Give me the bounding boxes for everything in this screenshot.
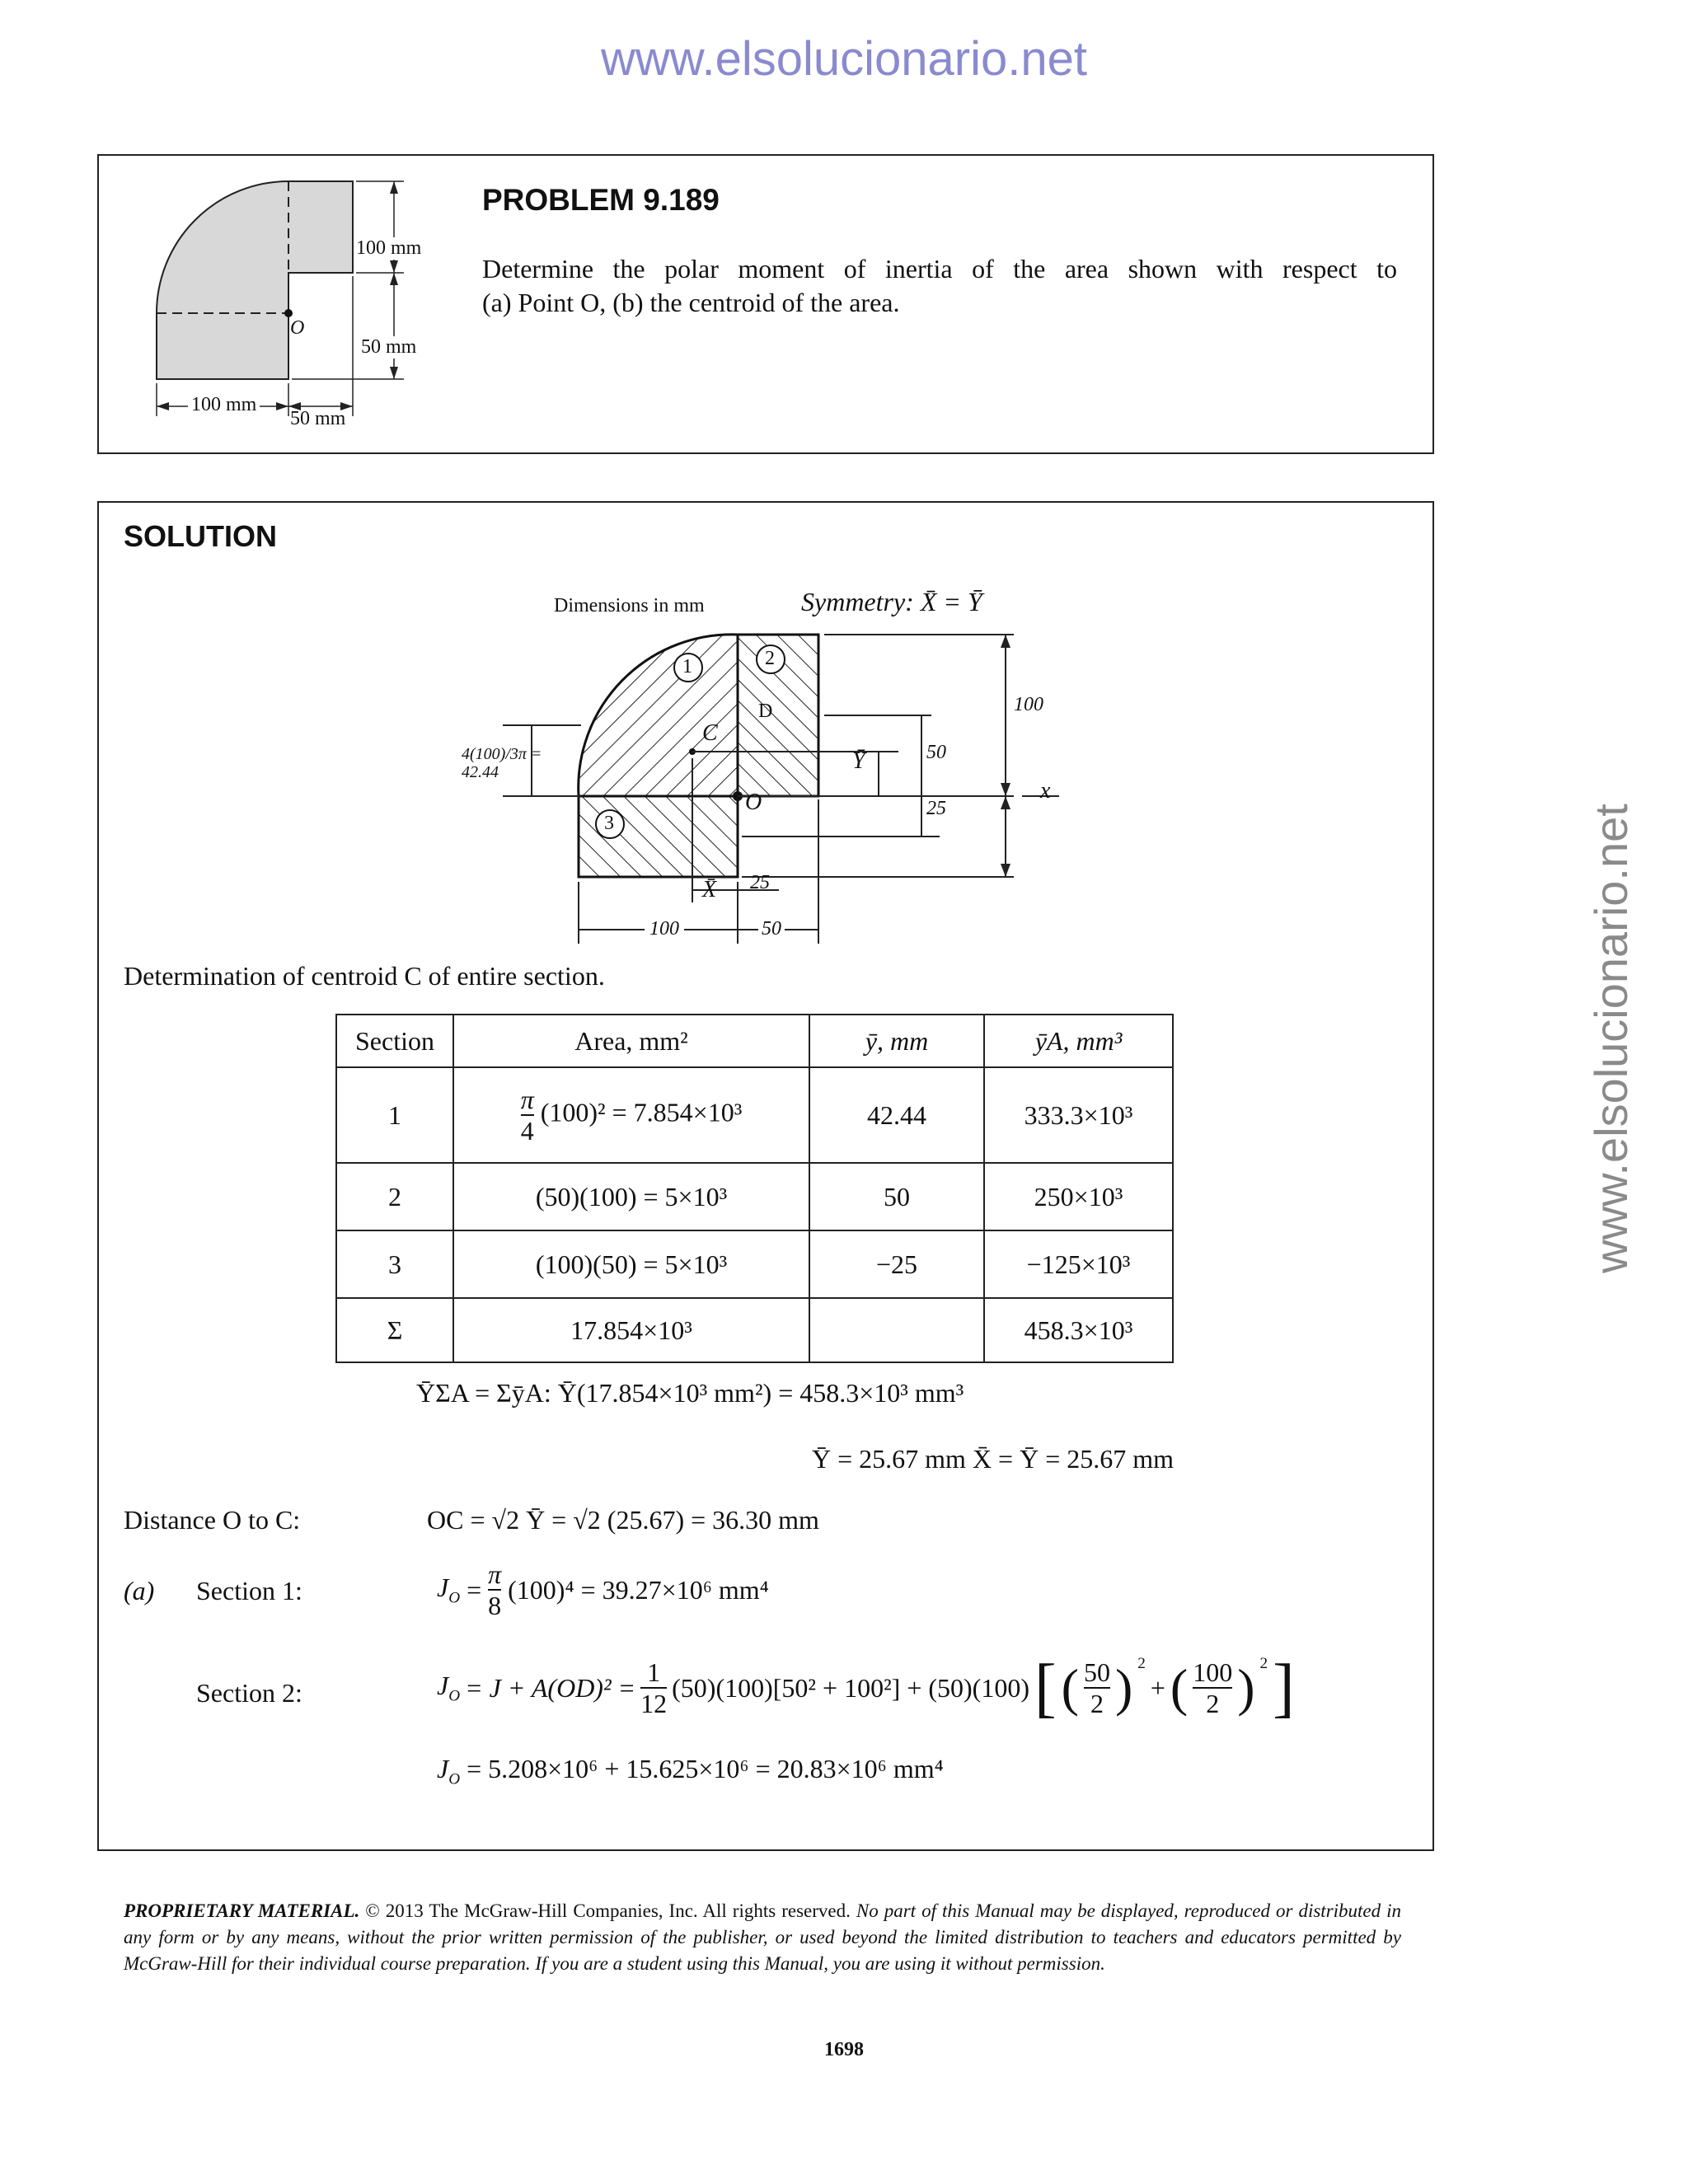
table-cell-area-text: (100)² = 7.854×10³ — [540, 1097, 743, 1127]
equation-section2-result-text: = 5.208×10⁶ + 15.625×10⁶ = 20.83×10⁶ mm⁴ — [467, 1754, 944, 1783]
sketch-label-section-2: 2 — [765, 648, 775, 669]
sketch-label-section-3: 3 — [604, 813, 614, 834]
table-cell-ya: 333.3×10³ — [984, 1067, 1173, 1163]
table-header-row — [336, 1015, 1173, 1067]
sketch-label-100: 100 — [1014, 694, 1043, 715]
j-o-symbol: $J_O$ — [437, 1754, 461, 1788]
footer-bold-label: PROPRIETARY MATERIAL. — [124, 1900, 360, 1921]
page-number: 1698 — [824, 2039, 864, 2060]
sketch-label-o: O — [745, 790, 762, 815]
table-row — [336, 1230, 1173, 1298]
table-cell-ybar — [809, 1298, 984, 1362]
fraction-numerator: π — [520, 1085, 534, 1114]
table-cell-area: (50)(100) = 5×10³ — [453, 1163, 809, 1230]
table-cell-ya: 250×10³ — [984, 1163, 1173, 1230]
dimensions-note: Dimensions in mm — [554, 595, 705, 616]
equation-section2-part-a: = J + A(OD)² = — [465, 1672, 636, 1703]
hundred-over-two-fraction — [1193, 1657, 1232, 1718]
distance-label: Distance O to C: — [124, 1505, 301, 1535]
figure-label-point-o: O — [290, 317, 305, 339]
plus-sign: + — [1150, 1672, 1165, 1703]
sketch-label-ybar: Ȳ — [852, 748, 865, 774]
figure-label-100mm-right: 100 mm — [356, 237, 422, 259]
figure-label-50mm-bottom: 50 mm — [290, 408, 346, 429]
table-cell-section: 2 — [336, 1163, 453, 1230]
fraction-denominator: 8 — [488, 1591, 502, 1620]
sketch-label-d: D — [758, 701, 773, 722]
sketch-label-25: 25 — [926, 798, 946, 819]
problem-statement — [482, 252, 1397, 320]
table-cell-section: 1 — [336, 1067, 453, 1163]
equation-section2: $J_O$ = J + A(OD)² = $\frac{1}{12}$ (50)(100)[50² + 100²] + (50)(100) [ ( $\frac{50}{2}$ ) $^2$ + ( $\frac{100}{2}$ ) $^2$ ] — [437, 1652, 1295, 1724]
equation-section2-part-b: (50)(100)[50² + 100²] + (50)(100) — [672, 1672, 1029, 1703]
problem-statement-line1: Determine the polar moment of inertia of the area shown with respect to — [482, 254, 1397, 284]
problem-statement-line2: (a) Point O, (b) the centroid of the area. — [482, 288, 900, 317]
symmetry-note: Symmetry: X̄ = Ȳ — [801, 587, 982, 616]
bracket-close: ] — [1273, 1652, 1295, 1724]
figure-label-50mm-right: 50 mm — [361, 336, 417, 358]
table-cell-section: 3 — [336, 1230, 453, 1298]
paren-open: ( — [1170, 1658, 1189, 1717]
j-o-symbol: $J_O$ — [437, 1670, 461, 1705]
point-o-marker — [284, 309, 293, 317]
sketch-label-centroid-expr: 4(100)/3π = 42.44 — [462, 745, 542, 781]
solution-sketch — [445, 618, 1104, 948]
centroid-table — [335, 1014, 1174, 1363]
paren-close: ) — [1237, 1658, 1255, 1717]
solution-title: SOLUTION — [124, 519, 277, 553]
table-cell-ybar: 42.44 — [809, 1067, 984, 1163]
problem-title: PROBLEM 9.189 — [482, 183, 720, 217]
problem-figure — [140, 169, 453, 441]
section-1-quarter-circle — [579, 635, 738, 796]
section2-label: Section 2: — [196, 1678, 302, 1708]
fraction-numerator: 50 — [1083, 1657, 1110, 1687]
fraction-denominator: 12 — [640, 1689, 668, 1718]
table-cell-area: (100)(50) = 5×10³ — [453, 1230, 809, 1298]
table-cell-ybar: −25 — [809, 1230, 984, 1298]
table-cell-ya: 458.3×10³ — [984, 1298, 1173, 1362]
problem-shape — [157, 181, 353, 379]
paren-open: ( — [1061, 1658, 1079, 1717]
watermark-top: www.elsolucionario.net — [601, 32, 1087, 86]
table-cell-ybar: 50 — [809, 1163, 984, 1230]
footer-italic-text: No part of this Manual may be displayed, reproduced or distributed in any form or by any means, without the prior written permission of the publisher, or used beyond the limited distribution to teachers and educators permitted by McGraw-Hill for their individual course preparation. If you are a student using this Manual, you are using it without permission. — [124, 1900, 1402, 1974]
sketch-label-section-1: 1 — [682, 656, 692, 677]
pi-over-4-fraction — [521, 1085, 534, 1146]
table-row — [336, 1067, 1173, 1163]
one-twelfth-fraction — [640, 1657, 667, 1718]
fraction-denominator: 2 — [1090, 1689, 1104, 1718]
watermark-side: www.elsolucionario.net — [1585, 804, 1637, 1273]
table-row — [336, 1163, 1173, 1230]
table-cell-ya: −125×10³ — [984, 1230, 1173, 1298]
fraction-numerator: π — [488, 1559, 502, 1589]
fraction-denominator: 2 — [1206, 1689, 1220, 1718]
bracket-open: [ — [1034, 1652, 1057, 1724]
table-header-area: Area, mm² — [453, 1015, 809, 1067]
table-header-section: Section — [336, 1015, 453, 1067]
equation-section1 — [437, 1559, 769, 1620]
sketch-label-c: C — [702, 720, 718, 746]
table-header-ybar: ȳ, mm — [809, 1015, 984, 1067]
sketch-label-xbar: X̄ — [702, 877, 717, 902]
equation-section2-result — [437, 1754, 944, 1788]
equation-centroid-result: Ȳ = 25.67 mm X̄ = Ȳ = 25.67 mm — [812, 1444, 1175, 1474]
footer-copyright-text: © 2013 The McGraw-Hill Companies, Inc. All rights reserved. — [365, 1900, 851, 1921]
section1-label: Section 1: — [196, 1576, 302, 1605]
sketch-label-50: 50 — [926, 742, 946, 763]
sketch-label-100-bottom: 100 — [645, 918, 684, 940]
equation-centroid-sum: ȲΣA = ΣȳA: Ȳ(17.854×10³ mm²) = 458.3×10³ mm³ — [416, 1378, 964, 1408]
fraction-denominator: 4 — [520, 1116, 534, 1146]
paren-close: ) — [1114, 1658, 1133, 1717]
fifty-over-two-fraction — [1084, 1657, 1110, 1718]
table-cell-section: Σ — [336, 1298, 453, 1362]
part-a-label: (a) — [124, 1576, 155, 1605]
table-cell-area — [453, 1067, 809, 1163]
equation-distance-oc: OC = √2 Ȳ = √2 (25.67) = 36.30 mm — [427, 1505, 819, 1535]
sketch-label-25-bottom: 25 — [750, 872, 770, 893]
equals-sign: = — [467, 1574, 482, 1605]
sketch-label-50-bottom: 50 — [758, 918, 785, 940]
pi-over-8-fraction — [488, 1559, 501, 1620]
j-o-symbol: $J_O$ — [437, 1572, 461, 1607]
fraction-numerator: 1 — [640, 1657, 667, 1689]
table-header-ya: ȳA, mm³ — [984, 1015, 1173, 1067]
table-row — [336, 1298, 1173, 1362]
footer-copyright — [124, 1898, 1401, 1977]
fraction-numerator: 100 — [1193, 1657, 1233, 1687]
sketch-label-x-axis: x — [1040, 778, 1051, 804]
centroid-heading: Determination of centroid C of entire section. — [124, 961, 605, 991]
equation-section1-rhs: (100)⁴ = 39.27×10⁶ mm⁴ — [508, 1574, 769, 1605]
figure-label-100mm-bottom: 100 mm — [188, 394, 260, 416]
table-cell-area: 17.854×10³ — [453, 1298, 809, 1362]
